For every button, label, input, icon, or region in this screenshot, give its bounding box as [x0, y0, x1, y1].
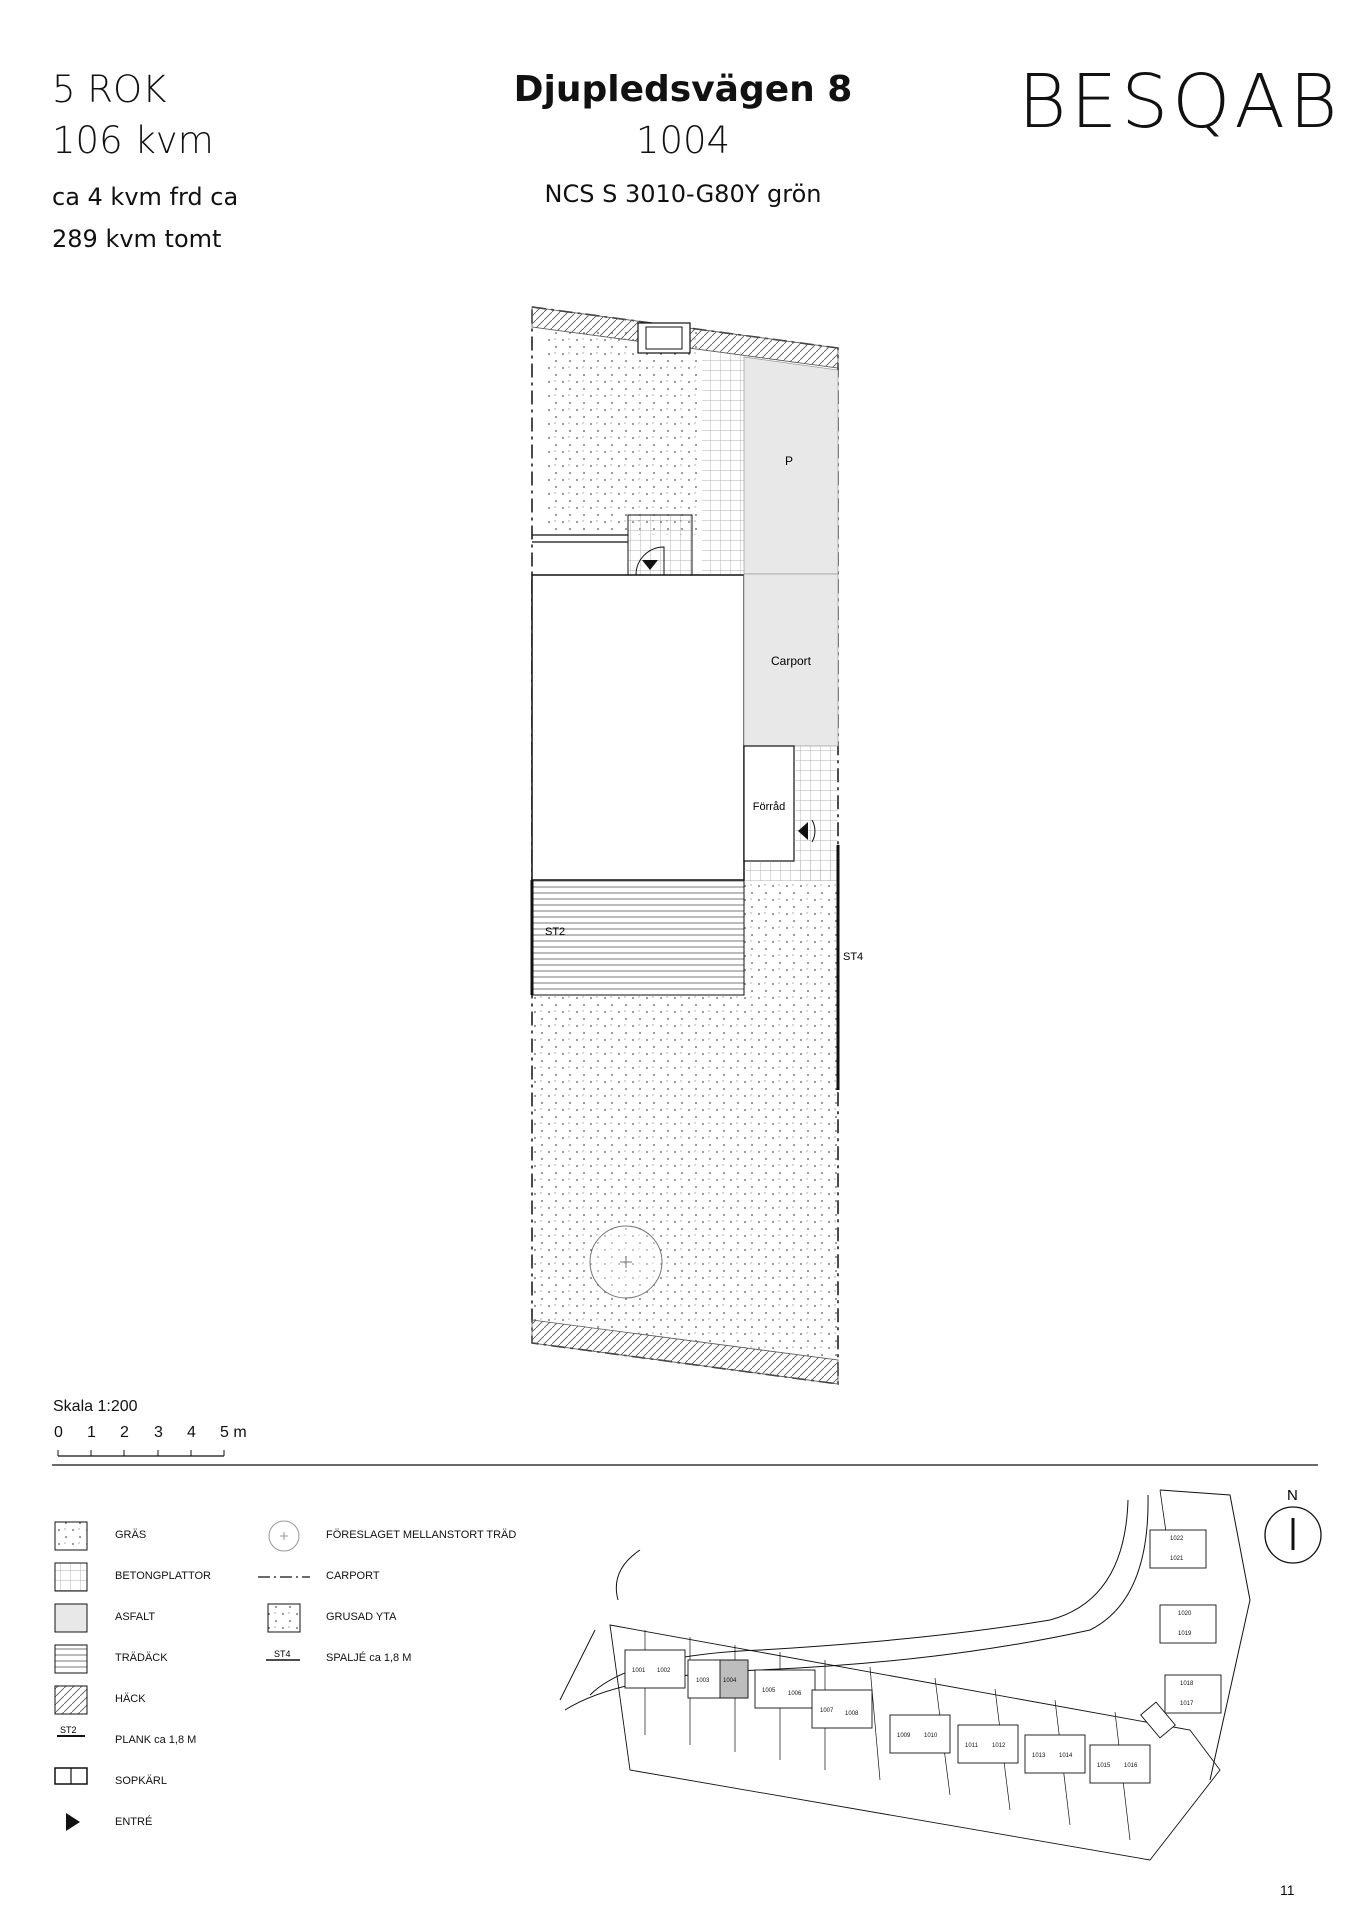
- site-unit-1019: 1019: [1178, 1631, 1192, 1637]
- unit-number: 1004: [635, 119, 731, 162]
- address-title: Djupledsvägen 8: [513, 69, 853, 110]
- scale-tick-3: 3: [154, 1424, 163, 1441]
- scale-tick-4: 4: [187, 1424, 196, 1441]
- north-label: N: [1287, 1487, 1298, 1504]
- legend-label-sopkarl: SOPKÄRL: [115, 1775, 167, 1787]
- area-label: 106 kvm: [52, 119, 214, 162]
- site-unit-1016: 1016: [1124, 1763, 1138, 1769]
- scale-tick-0: 0: [54, 1424, 63, 1441]
- site-unit-1012: 1012: [992, 1743, 1006, 1749]
- site-unit-1017: 1017: [1180, 1701, 1194, 1707]
- scale-tick-5: 5 m: [220, 1424, 247, 1441]
- legend-label-entre: ENTRÉ: [115, 1816, 153, 1828]
- legend-swatch-betong: [55, 1563, 87, 1591]
- storage-label: Förråd: [752, 801, 786, 813]
- legend-swatch-hack: [55, 1686, 87, 1714]
- legend-swatch-gras: [55, 1522, 87, 1550]
- legend-label-spalje: SPALJÉ ca 1,8 M: [326, 1652, 412, 1664]
- legend-swatch-grusad: [268, 1604, 300, 1632]
- site-unit-1004: 1004: [723, 1678, 737, 1684]
- site-unit-1009: 1009: [897, 1733, 911, 1739]
- legend-label-trad: FÖRESLAGET MELLANSTORT TRÄD: [326, 1529, 517, 1541]
- parking-label: P: [784, 454, 794, 468]
- legend-swatch-tradack: [55, 1645, 87, 1673]
- legend-label-betong: BETONGPLATTOR: [115, 1570, 211, 1582]
- site-unit-1002: 1002: [657, 1668, 671, 1674]
- scale-tick-2: 2: [120, 1424, 129, 1441]
- scale-label: Skala 1:200: [53, 1398, 138, 1415]
- rooms-label: 5 ROK: [52, 68, 167, 111]
- carport-label: Carport: [770, 654, 812, 668]
- site-unit-1013: 1013: [1032, 1753, 1046, 1759]
- legend-label-carport: CARPORT: [326, 1570, 380, 1582]
- house-footprint: [532, 575, 744, 880]
- site-unit-1020: 1020: [1178, 1611, 1192, 1617]
- site-unit-1003: 1003: [696, 1678, 710, 1684]
- legend-label-grusad: GRUSAD YTA: [326, 1611, 397, 1623]
- scale-tick-1: 1: [87, 1424, 96, 1441]
- paving-top: [702, 352, 744, 574]
- legend-label-gras: GRÄS: [115, 1529, 147, 1541]
- site-unit-1005: 1005: [762, 1688, 776, 1694]
- legend-swatch-asfalt: [55, 1604, 87, 1632]
- brand-logo: BESQAB: [1018, 59, 1342, 145]
- site-unit-1008: 1008: [845, 1711, 859, 1717]
- site-unit-1007: 1007: [820, 1708, 834, 1714]
- extra-area-label: ca 4 kvm frd ca: [52, 183, 239, 211]
- site-unit-1011: 1011: [965, 1743, 978, 1749]
- site-unit-1021: 1021: [1170, 1556, 1184, 1562]
- legend-label-asfalt: ASFALT: [115, 1611, 156, 1623]
- page-number: 11: [1280, 1882, 1295, 1898]
- site-unit-1001: 1001: [632, 1668, 646, 1674]
- legend-label-tradack: TRÄDÄCK: [115, 1652, 168, 1664]
- site-unit-1018: 1018: [1180, 1681, 1194, 1687]
- svg-text:ST2: ST2: [60, 1725, 77, 1735]
- site-unit-1014: 1014: [1059, 1753, 1073, 1759]
- color-code: NCS S 3010-G80Y grön: [544, 180, 822, 208]
- legend-label-plank: PLANK ca 1,8 M: [115, 1734, 197, 1746]
- svg-text:ST4: ST4: [274, 1649, 291, 1659]
- st4-label: ST4: [843, 951, 864, 963]
- lawn-top: [545, 330, 702, 535]
- site-unit-1022: 1022: [1170, 1536, 1184, 1542]
- plot-label: 289 kvm tomt: [52, 225, 222, 253]
- st2-label: ST2: [545, 926, 566, 938]
- legend-symbol-entre: [66, 1813, 80, 1831]
- legend-label-hack: HÄCK: [115, 1693, 146, 1705]
- site-unit-1010: 1010: [924, 1733, 938, 1739]
- site-unit-1006: 1006: [788, 1691, 802, 1697]
- site-unit-1015: 1015: [1097, 1763, 1111, 1769]
